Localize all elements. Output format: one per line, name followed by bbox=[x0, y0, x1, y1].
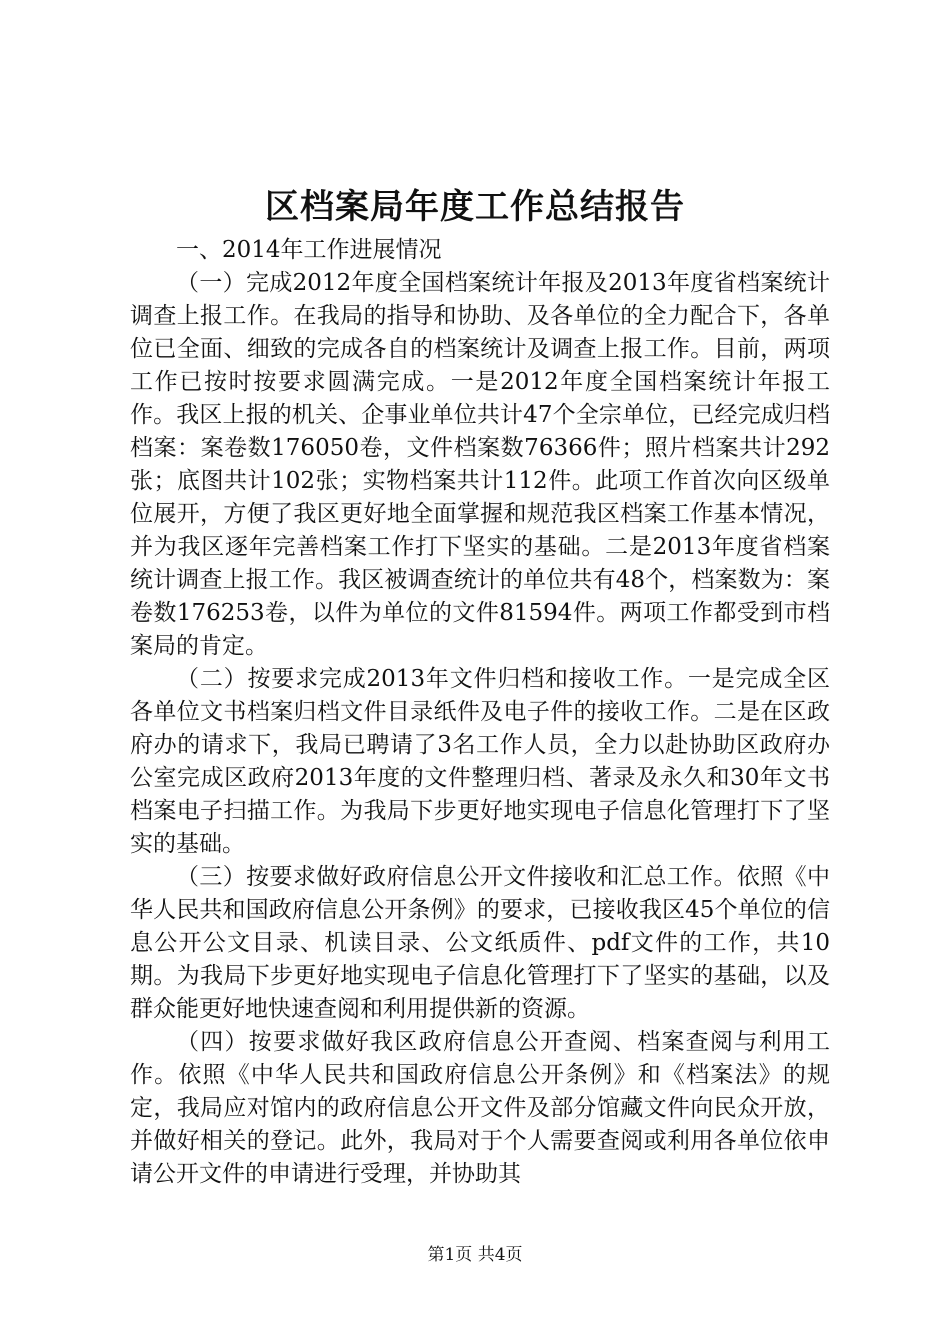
document-body bbox=[130, 234, 830, 1191]
section-heading: 一、2014年工作进展情况 bbox=[176, 237, 442, 263]
paragraph-item-3: （三）按要求做好政府信息公开文件接收和汇总工作。依照《中华人民共和国政府信息公开条例》的要求，已接收我区45个单位的信息公开公文目录、机读目录、公文纸质件、pdf文件的工作，共10期。为我局下步更好地实现电子信息化管理打下了坚实的基础，以及群众能更好地快速查阅和利用提供新的资源。 bbox=[130, 864, 830, 1022]
document-title: 区档案局年度工作总结报告 bbox=[265, 187, 685, 227]
paragraph-item-4: （四）按要求做好我区政府信息公开查阅、档案查阅与利用工作。依照《中华人民共和国政府信息公开条例》和《档案法》的规定，我局应对馆内的政府信息公开文件及部分馆藏文件向民众开放，并做好相关的登记。此外，我局对于个人需要查阅或利用各单位依申请公开文件的申请进行受理，并协助其 bbox=[130, 1029, 830, 1187]
page-number-footer: 第1页 共4页 bbox=[427, 1245, 523, 1265]
paragraph-item-1: （一）完成2012年度全国档案统计年报及2013年度省档案统计调查上报工作。在我局的指导和协助、及各单位的全力配合下，各单位已全面、细致的完成各自的档案统计及调查上报工作。目前，两项工作已按时按要求圆满完成。一是2012年度全国档案统计年报工作。我区上报的机关、企事业单位共计47个全宗单位，已经完成归档档案：案卷数176050卷，文件档案数76366件；照片档案共计292张；底图共计102张；实物档案共计112件。此项工作首次向区级单位展开，方便了我区更好地全面掌握和规范我区档案工作基本情况，并为我区逐年完善档案工作打下坚实的基础。二是2013年度省档案统计调查上报工作。我区被调查统计的单位共有48个，档案数为：案卷数176253卷，以件为单位的文件81594件。两项工作都受到市档案局的肯定。 bbox=[130, 270, 830, 659]
paragraph-item-2: （二）按要求完成2013年文件归档和接收工作。一是完成全区各单位文书档案归档文件目录纸件及电子件的接收工作。二是在区政府办的请求下，我局已聘请了3名工作人员，全力以赴协助区政府办公室完成区政府2013年度的文件整理归档、著录及永久和30年文书档案电子扫描工作。为我局下步更好地实现电子信息化管理打下了坚实的基础。 bbox=[130, 666, 830, 857]
